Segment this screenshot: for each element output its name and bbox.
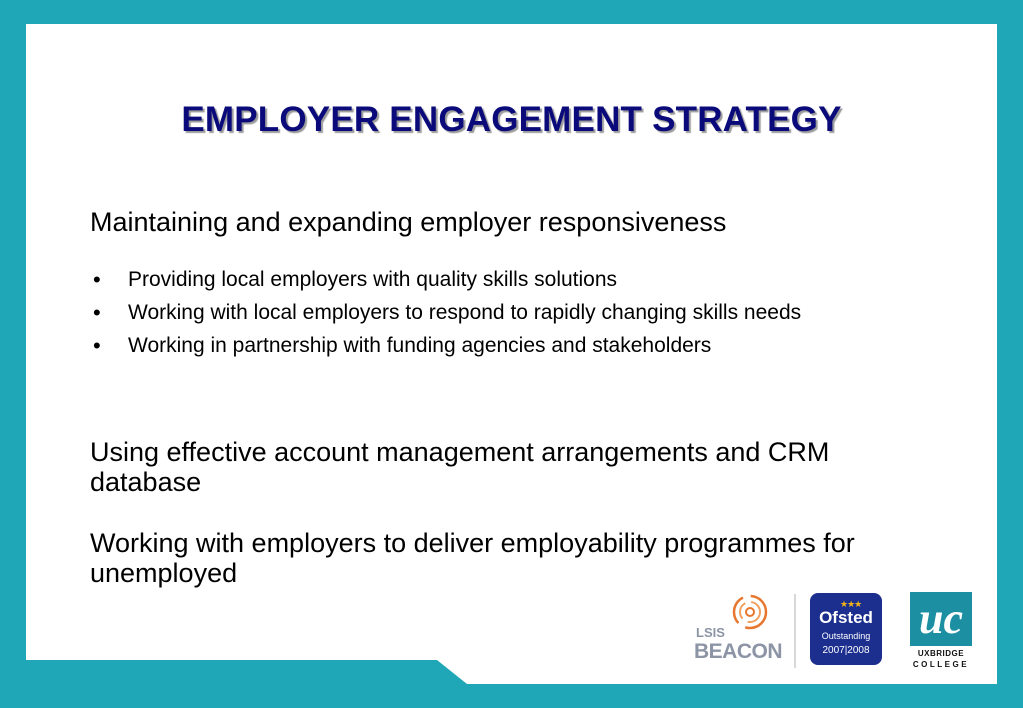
bullet-list (90, 263, 890, 362)
bullet-text: Working in partnership with funding agencies and stakeholders (128, 334, 712, 357)
section-heading-responsiveness: Maintaining and expanding employer responsiveness (90, 207, 727, 237)
list-item (90, 296, 828, 329)
uxbridge-mark: uc (910, 592, 972, 646)
uxbridge-label: UXBRIDGE (917, 649, 965, 658)
stars-icon: ★★★ (840, 599, 862, 609)
logo-strip (690, 590, 980, 670)
list-item (90, 263, 890, 296)
lsis-beacon-logo (690, 590, 785, 670)
ofsted-years: 2007|2008 (822, 645, 870, 656)
bullet-text: Working with local employers to respond to rapidly changing skills needs (128, 301, 802, 324)
bullet-text: Providing local employers with quality skills solutions (128, 268, 618, 291)
logo-divider (794, 594, 796, 668)
slide-title: EMPLOYER ENGAGEMENT STRATEGY (181, 100, 842, 139)
section-heading-account-management: Using effective account management arrangements and CRM database (90, 437, 830, 497)
bullet-icon: • (93, 333, 101, 358)
college-label: COLLEGE (912, 660, 970, 669)
uxbridge-college-logo (910, 592, 972, 670)
ofsted-grade: Outstanding (821, 631, 871, 641)
lsis-swirl-icon (690, 590, 785, 630)
ofsted-name: Ofsted (819, 608, 873, 627)
list-item (90, 329, 890, 362)
bullet-icon: • (93, 300, 101, 325)
beacon-label: BEACON (694, 640, 783, 663)
section-heading-employability: Working with employers to deliver employability programmes for unemployed (90, 528, 855, 588)
lsis-label: LSIS (696, 625, 725, 640)
ofsted-logo (810, 593, 882, 665)
bullet-icon: • (93, 267, 101, 292)
